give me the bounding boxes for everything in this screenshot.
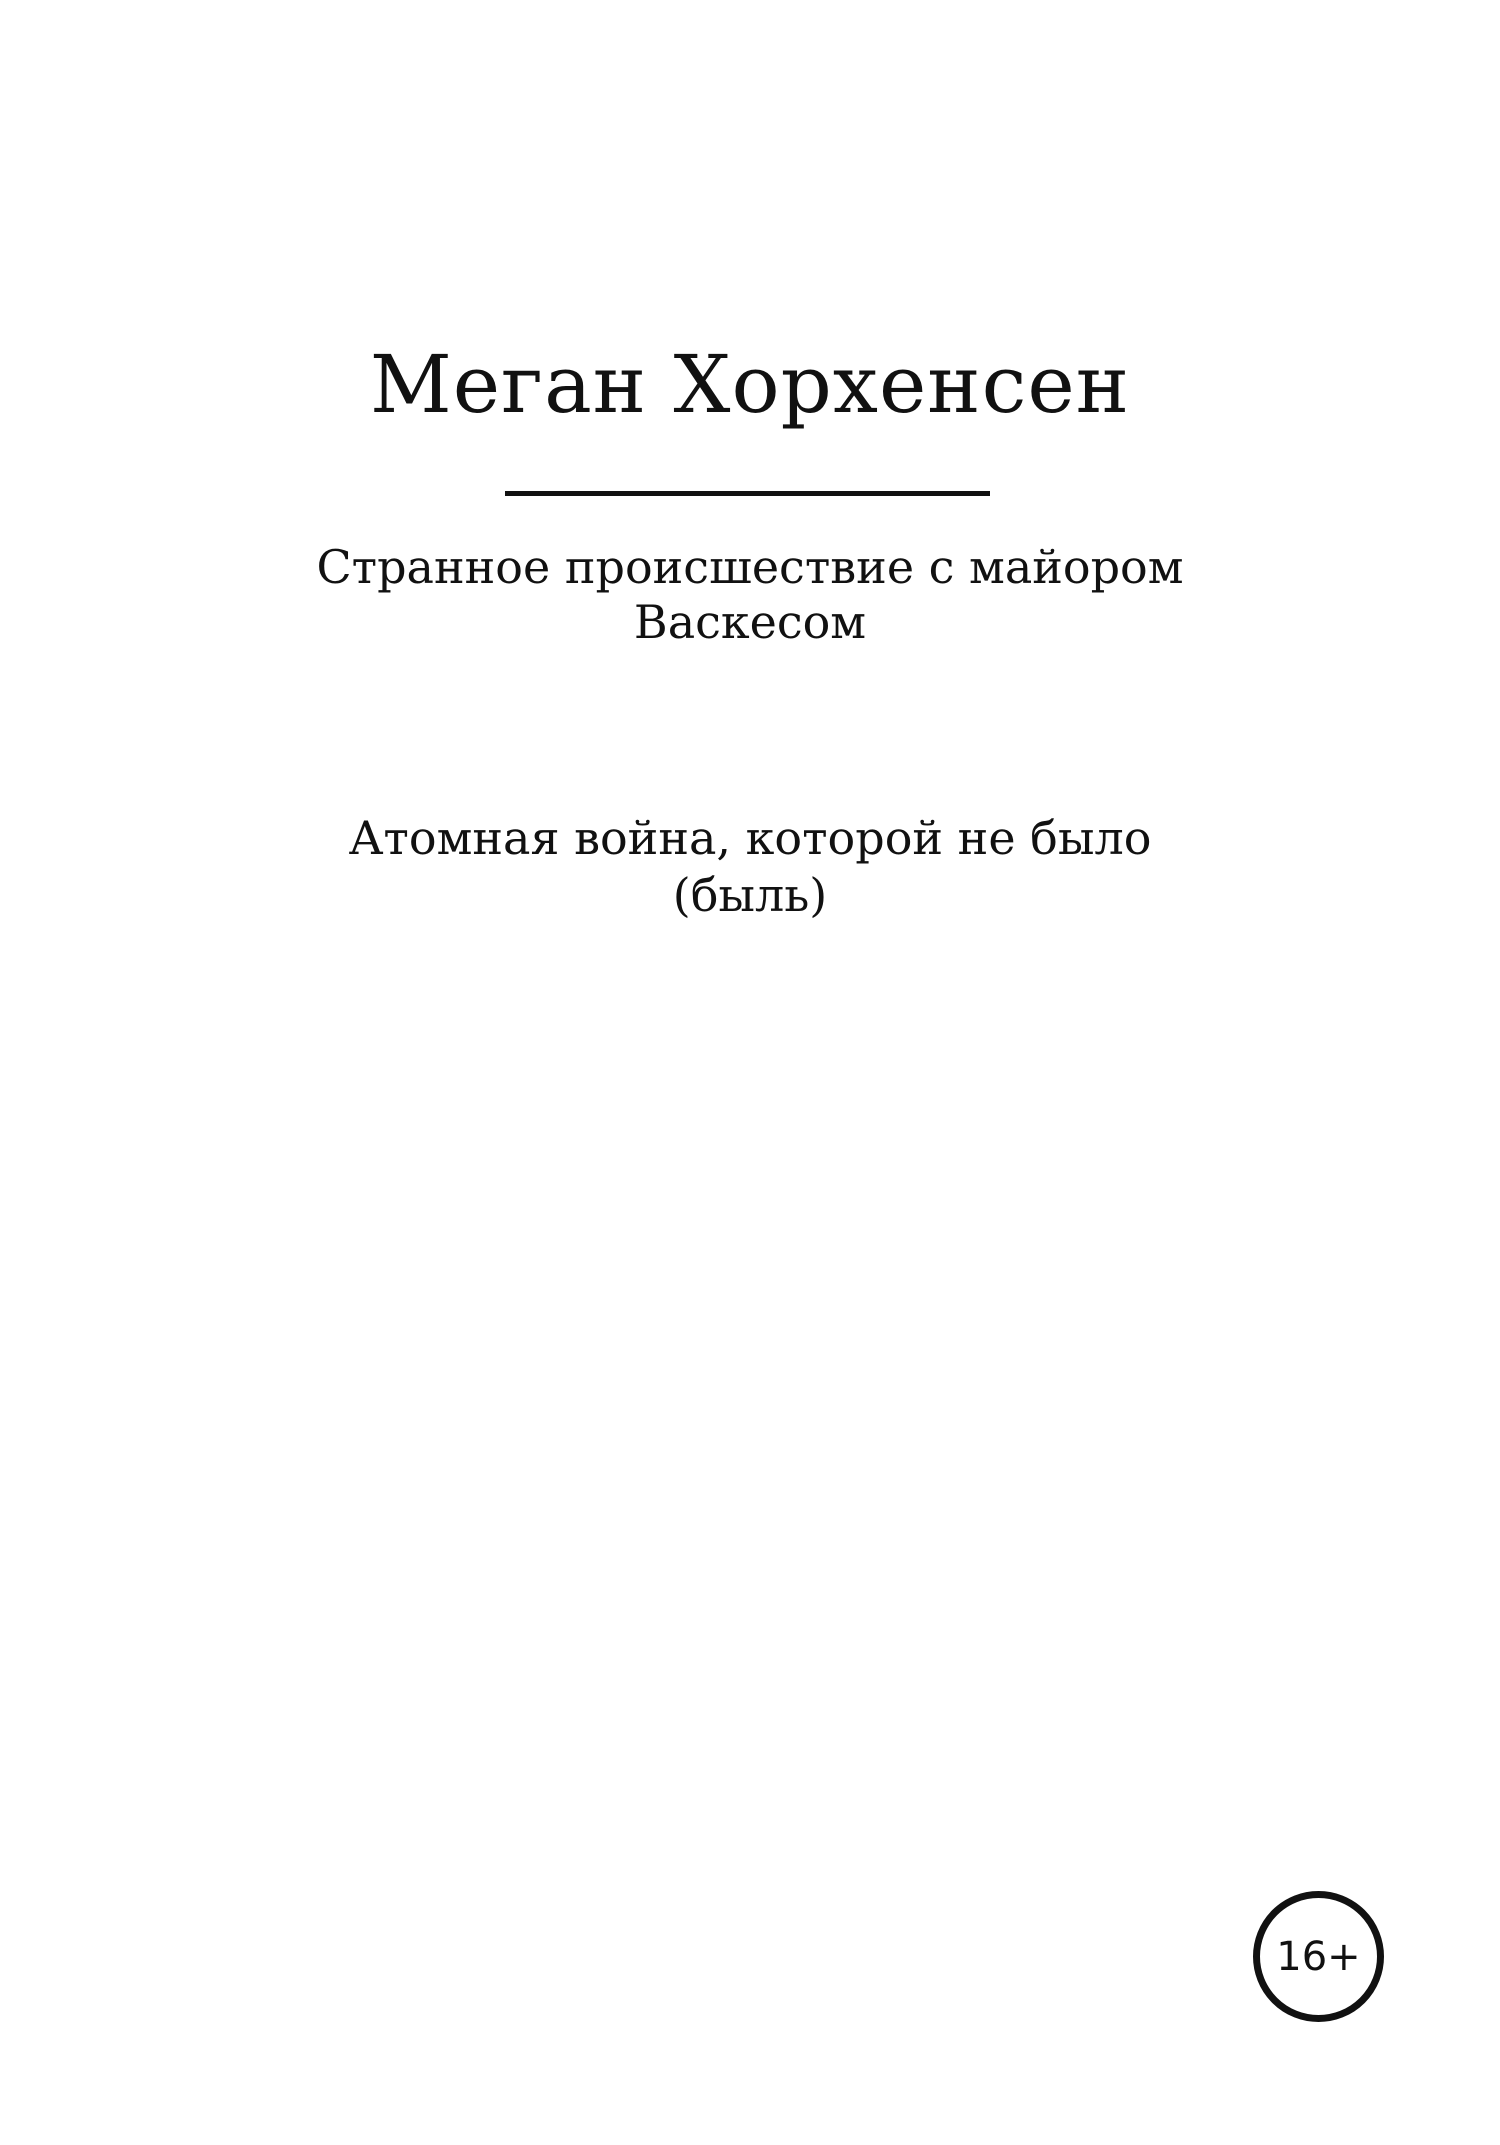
book-subtitle-line-1: Атомная война, которой не было: [348, 811, 1152, 865]
book-title-line-1: Странное происшествие с майором: [316, 540, 1184, 594]
book-title-line-2: Васкесом: [633, 595, 867, 649]
book-subtitle: [250, 810, 1250, 924]
divider-line: [505, 491, 990, 496]
book-title: [250, 540, 1250, 650]
book-subtitle-line-2: (быль): [672, 868, 828, 922]
author-name: Меган Хорхенсен: [369, 338, 1131, 431]
age-rating-label: 16+: [1276, 1933, 1361, 1980]
age-rating-badge: [1253, 1891, 1384, 2022]
